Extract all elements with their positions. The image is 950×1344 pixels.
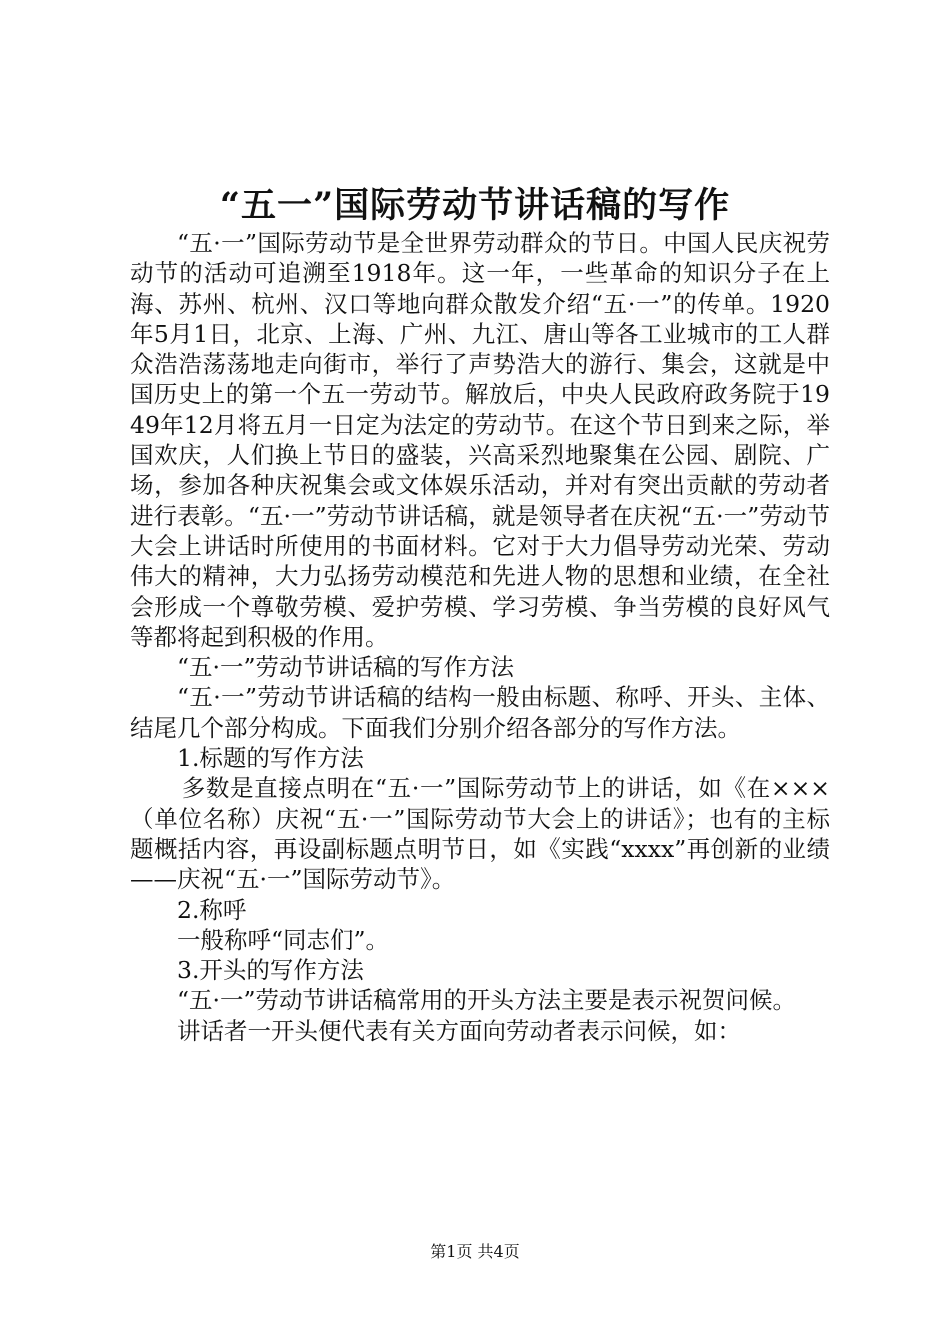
- section-heading-salutation: 2.称呼: [177, 895, 247, 924]
- section-heading-opening-method: 3.开头的写作方法: [177, 956, 364, 985]
- paragraph-opening-example: 讲话者一开头便代表有关方面向劳动者表示问候，如：: [177, 1016, 741, 1045]
- paragraph-title-examples: 多数是直接点明在“五·一”国际劳动节上的讲话，如《在×××（单位名称）庆祝“五·一”国际劳动节大会上的讲话》；也有的主标题概括内容，再设副标题点明节日，如《实践“xxxx”再创新的业绩——庆祝“五·一”国际劳动节》。: [130, 774, 830, 894]
- section-heading-title-method: 1.标题的写作方法: [177, 744, 364, 773]
- paragraph-structure: “五·一”劳动节讲话稿的结构一般由标题、称呼、开头、主体、结尾几个部分构成。下面我们分别介绍各部分的写作方法。: [130, 683, 830, 742]
- page-footer: 第1页 共4页: [430, 1242, 520, 1261]
- paragraph-salutation: 一般称呼“同志们”。: [177, 925, 390, 954]
- document-title: “五一”国际劳动节讲话稿的写作: [219, 185, 731, 226]
- section-heading-writing-method: “五·一”劳动节讲话稿的写作方法: [177, 653, 514, 682]
- document-body: [130, 228, 830, 1046]
- paragraph-opening-method: “五·一”劳动节讲话稿常用的开头方法主要是表示祝贺问候。: [177, 986, 796, 1015]
- paragraph-intro: “五·一”国际劳动节是全世界劳动群众的节日。中国人民庆祝劳动节的活动可追溯至1918年。这一年，一些革命的知识分子在上海、苏州、杭州、汉口等地向群众散发介绍“五·一”的传单。1920年5月1日，北京、上海、广州、九江、唐山等各工业城市的工人群众浩浩荡荡地走向街市，举行了声势浩大的游行、集会，这就是中国历史上的第一个五一劳动节。解放后，中央人民政府政务院于1949年12月将五月一日定为法定的劳动节。在这个节日到来之际，举国欢庆，人们换上节日的盛装，兴高采烈地聚集在公园、剧院、广场，参加各种庆祝集会或文体娱乐活动，并对有突出贡献的劳动者进行表彰。“五·一”劳动节讲话稿，就是领导者在庆祝“五·一”劳动节大会上讲话时所使用的书面材料。它对于大力倡导劳动光荣、劳动伟大的精神，大力弘扬劳动模范和先进人物的思想和业绩，在全社会形成一个尊敬劳模、爱护劳模、学习劳模、争当劳模的良好风气等都将起到积极的作用。: [130, 229, 830, 651]
